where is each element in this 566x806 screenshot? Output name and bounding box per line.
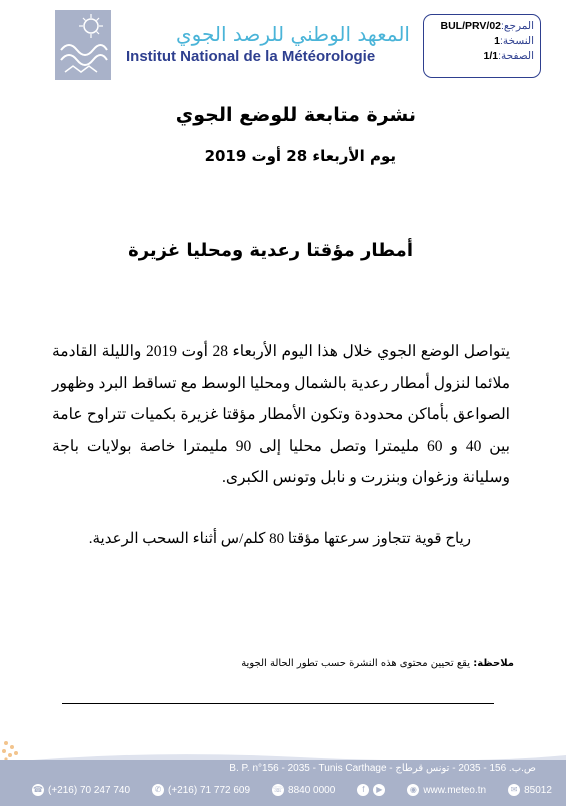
- footer-address: B. P. n°156 - 2035 - Tunis Carthage - ص.ب. 156 - 2035 - تونس قرطاج: [229, 763, 536, 774]
- page-label: الصفحة:: [498, 50, 534, 62]
- bulletin-date: يوم الأربعاء 28 أوت 2019: [204, 147, 396, 165]
- page-value: 1/1: [483, 50, 499, 62]
- hotline-icon: ☏: [273, 785, 284, 794]
- note-text: يقع تحيين محتوى هذه النشرة حسب تطور الحالة الجوية: [241, 658, 471, 669]
- reference-box: [423, 14, 541, 78]
- reference-label: المرجع:: [501, 20, 534, 32]
- copy-label: النسخة:: [500, 35, 534, 47]
- footer-social: [357, 784, 385, 796]
- page-row: [430, 49, 534, 64]
- globe-icon: ◉: [407, 784, 419, 796]
- toll-free-text: 8840 0000: [288, 784, 336, 796]
- wind-warning: رياح قوية تتجاوز سرعتها مؤقتا 80 كلم/س أثناء السحب الرعدية.: [88, 531, 471, 547]
- bulletin-note: [241, 658, 514, 669]
- bulletin-title: نشرة متابعة للوضع الجوي: [175, 104, 416, 126]
- footer-website: [407, 784, 486, 796]
- copy-value: 1: [494, 35, 501, 47]
- institute-name-french: Institut National de la Météorologie: [126, 48, 376, 65]
- institute-name-arabic: المعهد الوطني للرصد الجوي: [175, 22, 410, 46]
- reference-row: [430, 19, 534, 34]
- bulletin-body: يتواصل الوضع الجوي خلال هذا اليوم الأربعاء 28 أوت 2019 والليلة القادمة ملائما لنزول أمطار رعدية بالشمال ومحليا الوسط مع تساقط البرد وظهور الصواعق بأماكن محدودة وتكون الأمطار مؤقتا غزيرة بكميات تتراوح عامة بين 40 و 60 مليمترا وتصل محليا إلى 90 مليمترا خاصة بولايات باجة وسليانة وزغوان وبنزرت و نابل وتونس الكبرى.: [52, 343, 511, 486]
- phone-icon: ☎: [33, 785, 43, 794]
- bulletin-headline: أمطار مؤقتا رعدية ومحليا غزيرة: [128, 240, 413, 261]
- fax-icon: ✆: [152, 784, 164, 796]
- sms-icon: ✉: [508, 784, 520, 796]
- footer-sms: [508, 784, 552, 796]
- note-label: ملاحظة:: [473, 658, 514, 669]
- footer-phone-2: [152, 784, 250, 796]
- footer-phone-1: [32, 784, 130, 796]
- website-text: www.meteo.tn: [423, 784, 487, 796]
- footer-toll-free: [272, 784, 335, 796]
- sms-text: 85012: [524, 784, 552, 796]
- phone-1-text: (+216) 70 247 740: [48, 784, 131, 796]
- footer-contacts: [32, 781, 552, 799]
- institute-logo-icon: [55, 10, 111, 80]
- phone-2-text: (+216) 71 772 609: [168, 784, 251, 796]
- reference-value: BUL/PRV/02: [440, 20, 502, 32]
- divider: [62, 703, 494, 704]
- copy-row: [430, 34, 534, 49]
- youtube-icon: ▶: [373, 784, 385, 796]
- facebook-icon: f: [357, 784, 369, 796]
